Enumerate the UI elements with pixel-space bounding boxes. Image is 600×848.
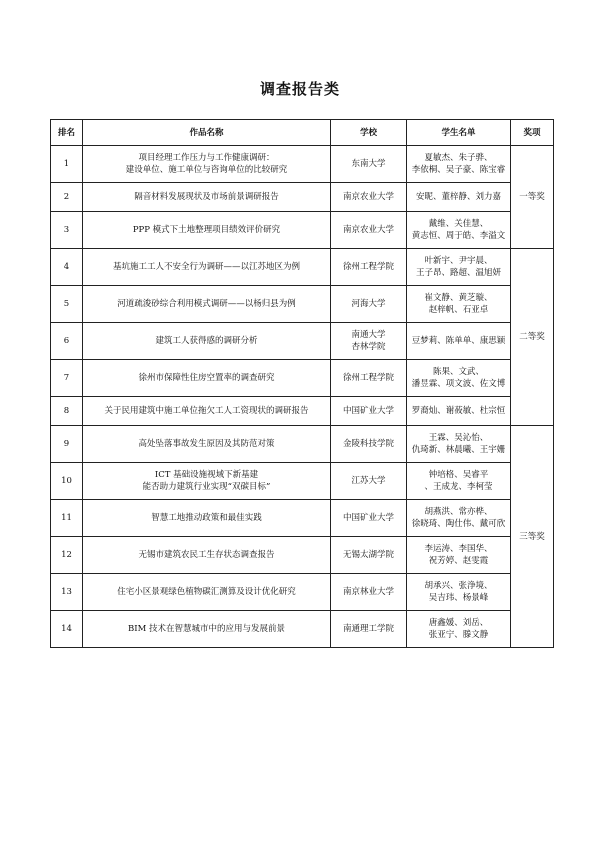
rank-cell: 10: [51, 463, 83, 500]
students-line: 李运涛、李国华、: [424, 544, 493, 554]
students-line: 王子昂、路超、温旭妍: [415, 268, 501, 278]
work-cell: [83, 249, 331, 286]
students-cell: [407, 463, 511, 500]
table-row: [51, 146, 554, 183]
school-cell: [331, 426, 407, 463]
students-line: 王霖、吴沁怡、: [428, 433, 489, 443]
students-line: 豆梦莉、陈单单、康思颖: [411, 336, 506, 346]
award-header: 奖项: [511, 120, 554, 146]
rank-cell: 14: [51, 611, 83, 648]
students-line: 祝芳婷、赵雯霞: [428, 556, 489, 566]
students-cell: [407, 249, 511, 286]
work-cell: [83, 463, 331, 500]
school-line: 河海大学: [351, 299, 386, 309]
school-cell: [331, 537, 407, 574]
table-row: [51, 611, 554, 648]
students-cell: [407, 397, 511, 426]
table-row: [51, 397, 554, 426]
table-row: [51, 286, 554, 323]
table-row: [51, 537, 554, 574]
work-line: 建设单位、施工单位与咨询单位的比较研究: [125, 165, 288, 175]
work-line: PPP 模式下土地整理项目绩效评价研究: [132, 225, 281, 235]
work-cell: [83, 611, 331, 648]
table-row: [51, 183, 554, 212]
work-cell: [83, 426, 331, 463]
students-line: 李依桐、吴子豪、陈宝睿: [411, 165, 506, 175]
work-cell: [83, 397, 331, 426]
students-line: 张亚宁、滕文静: [428, 630, 489, 640]
work-line: 智慧工地推动政策和最佳实践: [151, 513, 262, 523]
students-line: 赵梓帆、石亚卓: [428, 305, 489, 315]
students-line: 潘昱霖、项文波、佐文博: [411, 379, 506, 389]
table-row: [51, 500, 554, 537]
work-cell: [83, 146, 331, 183]
work-line: 能否助力建筑行业实现“双碳目标”: [142, 482, 271, 492]
students-line: 徐晓琦、陶仕伟、戴可欣: [411, 519, 506, 529]
students-line: 胡燕洪、常亦桦、: [424, 507, 493, 517]
students-cell: [407, 360, 511, 397]
school-cell: [331, 574, 407, 611]
rank-cell: 8: [51, 397, 83, 426]
school-line: 江苏大学: [351, 476, 386, 486]
school-line: 无锡太湖学院: [342, 550, 394, 560]
rank-header: 排名: [51, 120, 83, 146]
work-cell: [83, 360, 331, 397]
table-row: [51, 249, 554, 286]
school-cell: [331, 500, 407, 537]
work-line: ICT 基础设施视域下新基建: [154, 470, 259, 480]
rank-cell: 3: [51, 212, 83, 249]
page-title: 调查报告类: [259, 80, 340, 98]
students-line: 钟培格、吴睿平: [428, 470, 489, 480]
school-cell: [331, 212, 407, 249]
table-row: [51, 463, 554, 500]
table-body: [51, 146, 554, 648]
work-header: 作品名称: [83, 120, 331, 146]
students-line: 夏敏杰、朱子骅、: [424, 153, 493, 163]
rank-cell: 11: [51, 500, 83, 537]
work-cell: [83, 323, 331, 360]
students-line: 安昵、董梓静、刘力嘉: [415, 192, 501, 202]
table-row: [51, 323, 554, 360]
work-cell: [83, 500, 331, 537]
school-cell: [331, 286, 407, 323]
students-cell: [407, 146, 511, 183]
table-row: [51, 212, 554, 249]
work-line: 无锡市建筑农民工生存状态调查报告: [138, 550, 275, 560]
students-line: 仇琦新、林晨曦、王宇姗: [411, 445, 506, 455]
students-line: 吴吉玮、杨景峰: [428, 593, 489, 603]
students-cell: [407, 183, 511, 212]
award-cell-third: 三等奖: [511, 426, 554, 648]
students-line: 黄志恒、周于皓、李溢文: [411, 231, 506, 241]
students-line: 、王成龙、李柯莹: [424, 482, 493, 492]
work-line: 隔音材料发展现状及市场前景调研报告: [134, 192, 279, 202]
students-cell: [407, 537, 511, 574]
award-cell-second: 二等奖: [511, 249, 554, 426]
rank-cell: 13: [51, 574, 83, 611]
work-line: 河道疏浚砂综合利用模式调研——以杨归县为例: [117, 299, 296, 309]
work-line: 住宅小区景观绿色植物碳汇测算及设计优化研究: [117, 587, 296, 597]
students-line: 崔文静、黄芝璇、: [424, 293, 493, 303]
students-cell: [407, 574, 511, 611]
students-line: 陈果、文武、: [432, 367, 484, 377]
table-row: [51, 360, 554, 397]
students-cell: [407, 611, 511, 648]
school-cell: [331, 611, 407, 648]
school-line: 南京农业大学: [342, 192, 394, 202]
school-cell: [331, 183, 407, 212]
award-cell-first: 一等奖: [511, 146, 554, 249]
school-line: 徐州工程学院: [342, 262, 394, 272]
students-line: 叶新宇、尹宇晨、: [424, 256, 493, 266]
awards-table: [50, 119, 554, 648]
work-line: 关于民用建筑中施工单位拖欠工人工资现状的调研报告: [104, 406, 309, 416]
school-cell: [331, 360, 407, 397]
school-line: 南通理工学院: [342, 624, 394, 634]
work-line: 项目经理工作压力与工作健康调研：: [138, 153, 275, 163]
rank-cell: 9: [51, 426, 83, 463]
table-header-row: [51, 120, 554, 146]
work-cell: [83, 212, 331, 249]
rank-cell: 5: [51, 286, 83, 323]
rank-cell: 12: [51, 537, 83, 574]
rank-cell: 2: [51, 183, 83, 212]
students-cell: [407, 426, 511, 463]
school-line: 东南大学: [351, 159, 386, 169]
students-line: 胡承兴、张浄境、: [424, 581, 493, 591]
students-cell: [407, 500, 511, 537]
school-line: 金陵科技学院: [342, 439, 394, 449]
school-line: 南通大学: [351, 330, 386, 340]
students-line: 罗裔灿、谢莜敏、杜宗恒: [411, 406, 506, 416]
students-line: 戴维、关佳慧、: [428, 219, 489, 229]
school-line: 南京林业大学: [342, 587, 394, 597]
school-line: 中国矿业大学: [342, 513, 394, 523]
rank-cell: 6: [51, 323, 83, 360]
rank-cell: 4: [51, 249, 83, 286]
table-row: [51, 574, 554, 611]
school-cell: [331, 146, 407, 183]
school-line: 南京农业大学: [342, 225, 394, 235]
school-line: 徐州工程学院: [342, 373, 394, 383]
work-line: BIM 技术在智慧城市中的应用与发展前景: [127, 624, 285, 634]
school-cell: [331, 397, 407, 426]
school-header: 学校: [331, 120, 407, 146]
students-line: 唐鑫媛、刘岳、: [428, 618, 489, 628]
school-cell: [331, 323, 407, 360]
work-cell: [83, 574, 331, 611]
students-header: 学生名单: [407, 120, 511, 146]
students-cell: [407, 212, 511, 249]
work-line: 高处坠落事故发生原因及其防范对策: [138, 439, 275, 449]
work-cell: [83, 537, 331, 574]
rank-cell: 1: [51, 146, 83, 183]
work-cell: [83, 286, 331, 323]
table-row: [51, 426, 554, 463]
students-cell: [407, 323, 511, 360]
school-cell: [331, 249, 407, 286]
work-line: 建筑工人获得感的调研分析: [155, 336, 258, 346]
work-line: 徐州市保障性住房空置率的调查研究: [138, 373, 275, 383]
work-line: 基坑施工工人不安全行为调研——以江苏地区为例: [112, 262, 300, 272]
rank-cell: 7: [51, 360, 83, 397]
school-line: 中国矿业大学: [342, 406, 394, 416]
school-line: 杏林学院: [351, 342, 386, 352]
work-cell: [83, 183, 331, 212]
students-cell: [407, 286, 511, 323]
school-cell: [331, 463, 407, 500]
